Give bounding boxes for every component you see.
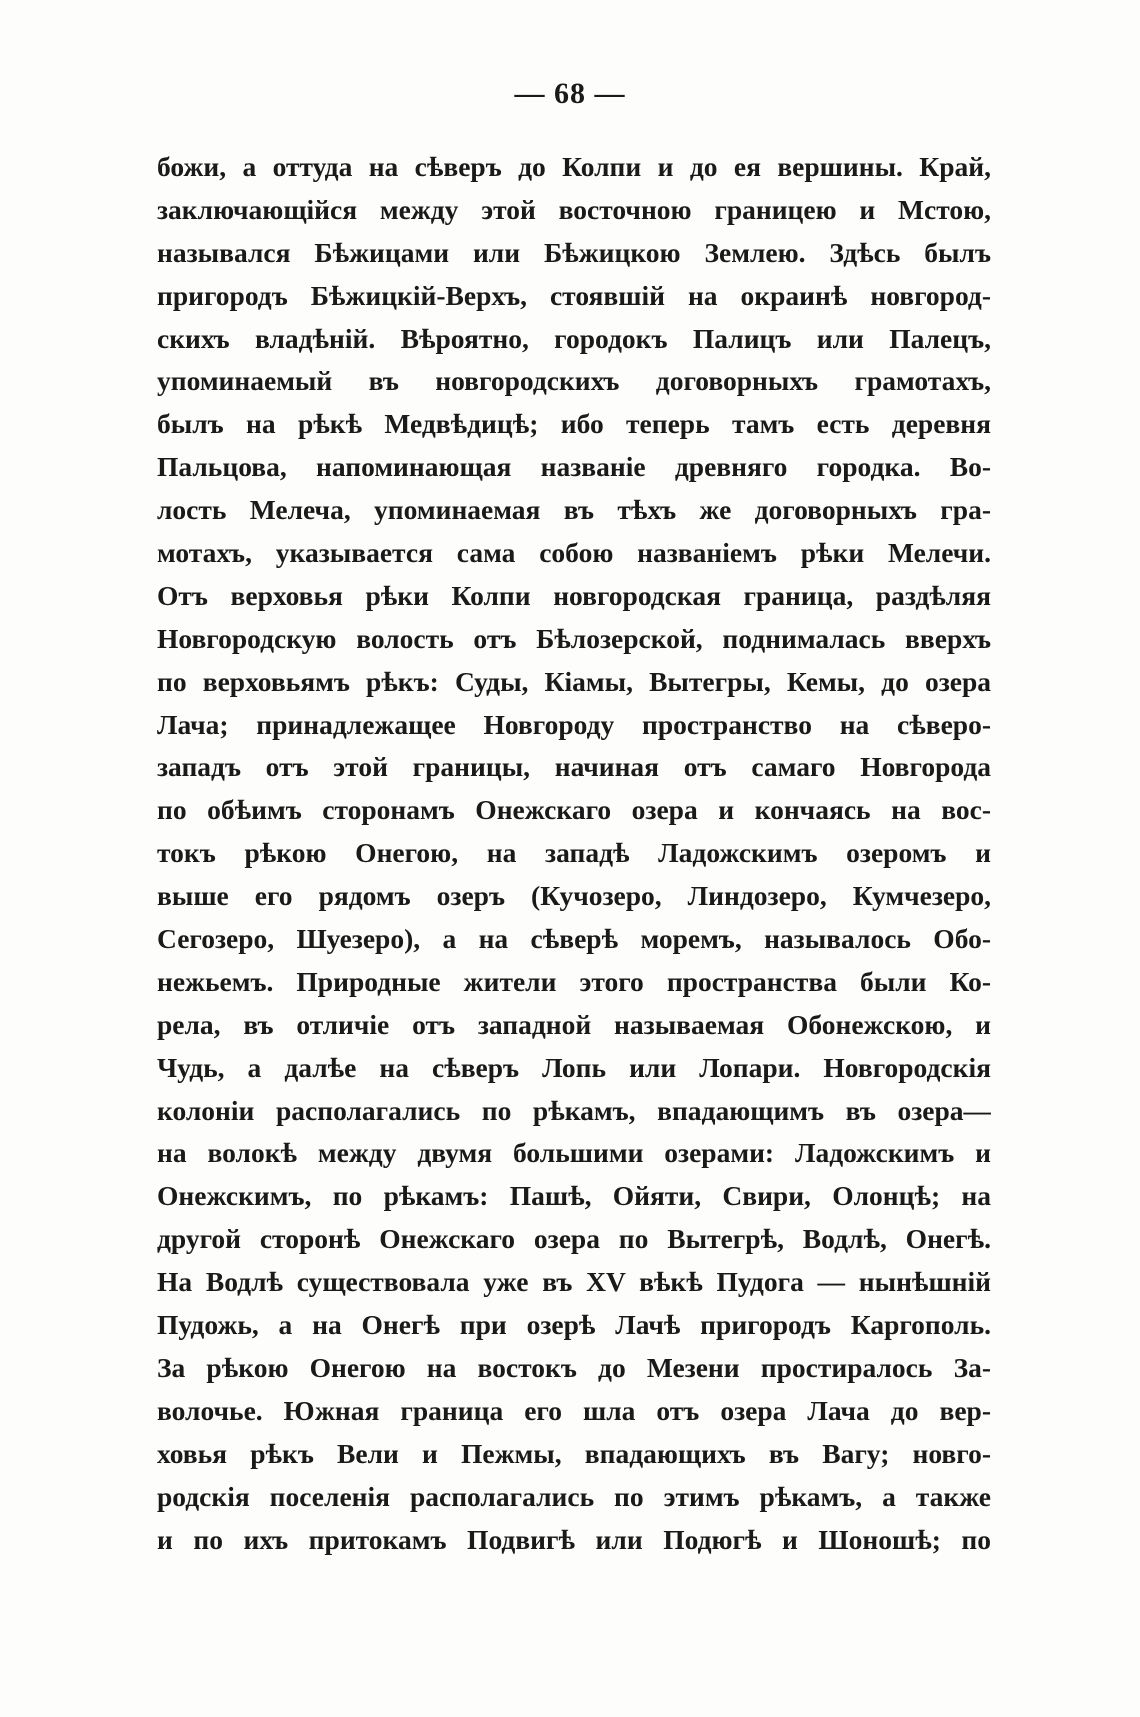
text-line: ховья рѣкъ Вели и Пежмы, впадающихъ въ Вагу; новго-: [157, 1437, 991, 1469]
text-line: мотахъ, указывается сама собою названіемъ рѣки Мелечи.: [157, 537, 991, 569]
text-line: пригородъ Бѣжицкій-Верхъ, стоявшій на окраинѣ новгород-: [157, 279, 991, 311]
text-line: токъ рѣкою Онегою, на западѣ Ладожскимъ озеромъ и: [157, 837, 991, 869]
text-line: На Водлѣ существовала уже въ XV вѣкѣ Пудога — нынѣшній: [157, 1266, 991, 1298]
text-line: За рѣкою Онегою на востокъ до Мезени простиралось За-: [157, 1351, 991, 1383]
text-line: западъ отъ этой границы, начиная отъ самаго Новгорода: [157, 751, 991, 783]
text-line: Пудожь, а на Онегѣ при озерѣ Лачѣ пригородъ Каргополь.: [157, 1309, 991, 1341]
text-line: рела, въ отличіе отъ западной называемая Обонежскою, и: [157, 1008, 991, 1040]
text-line: назывался Бѣжицами или Бѣжицкою Землею. Здѣсь былъ: [157, 236, 991, 268]
text-line: божи, а оттуда на сѣверъ до Колпи и до ея вершины. Край,: [157, 151, 991, 182]
text-line: другой сторонѣ Онежскаго озера по Вытегрѣ, Водлѣ, Онегѣ.: [157, 1223, 991, 1255]
text-line: Новгородскую волость отъ Бѣлозерской, поднималась вверхъ: [157, 622, 991, 654]
text-line: скихъ владѣній. Вѣроятно, городокъ Палицъ или Палецъ,: [157, 322, 991, 354]
text-line: на волокѣ между двумя большими озерами: Ладожскимъ и: [157, 1137, 991, 1169]
text-line: по верховьямъ рѣкъ: Суды, Кіамы, Вытегры, Кемы, до озера: [157, 665, 991, 697]
body-text: [157, 146, 991, 1561]
text-line: лость Мелеча, упоминаемая въ тѣхъ же договорныхъ гра-: [157, 494, 991, 526]
text-line: колоніи располагались по рѣкамъ, впадающимъ въ озера—: [157, 1094, 991, 1126]
text-line: волочье. Южная граница его шла отъ озера Лача до вер-: [157, 1394, 991, 1426]
text-line: Сегозеро, Шуезеро), а на сѣверѣ моремъ, называлось Обо-: [157, 923, 991, 955]
text-line: родскія поселенія располагались по этимъ рѣкамъ, а также: [157, 1480, 991, 1512]
text-line: заключающійся между этой восточною границею и Мстою,: [157, 193, 991, 225]
page-number: — 68 —: [514, 77, 626, 110]
text-line: былъ на рѣкѣ Медвѣдицѣ; ибо теперь тамъ есть деревня: [157, 408, 991, 440]
text-line: Чудь, а далѣе на сѣверъ Лопь или Лопари. Новгородскія: [157, 1051, 991, 1083]
text-line: Пальцова, напоминающая названіе древняго городка. Во-: [157, 451, 991, 483]
text-line: по обѣимъ сторонамъ Онежскаго озера и кончаясь на вос-: [157, 794, 991, 826]
text-line: Онежскимъ, по рѣкамъ: Пашѣ, Ойяти, Свири, Олонцѣ; на: [157, 1180, 991, 1212]
text-line: выше его рядомъ озеръ (Кучозеро, Линдозеро, Кумчезеро,: [157, 880, 991, 912]
text-line: Лача; принадлежащее Новгороду пространство на сѣверо-: [157, 708, 991, 740]
text-line: нежьемъ. Природные жители этого пространства были Ко-: [157, 965, 991, 997]
text-line: Отъ верховья рѣки Колпи новгородская граница, раздѣляя: [157, 579, 991, 611]
text-line: и по ихъ притокамъ Подвигѣ или Подюгѣ и Шоношѣ; по: [157, 1523, 991, 1555]
text-line: упоминаемый въ новгородскихъ договорныхъ грамотахъ,: [157, 365, 991, 397]
